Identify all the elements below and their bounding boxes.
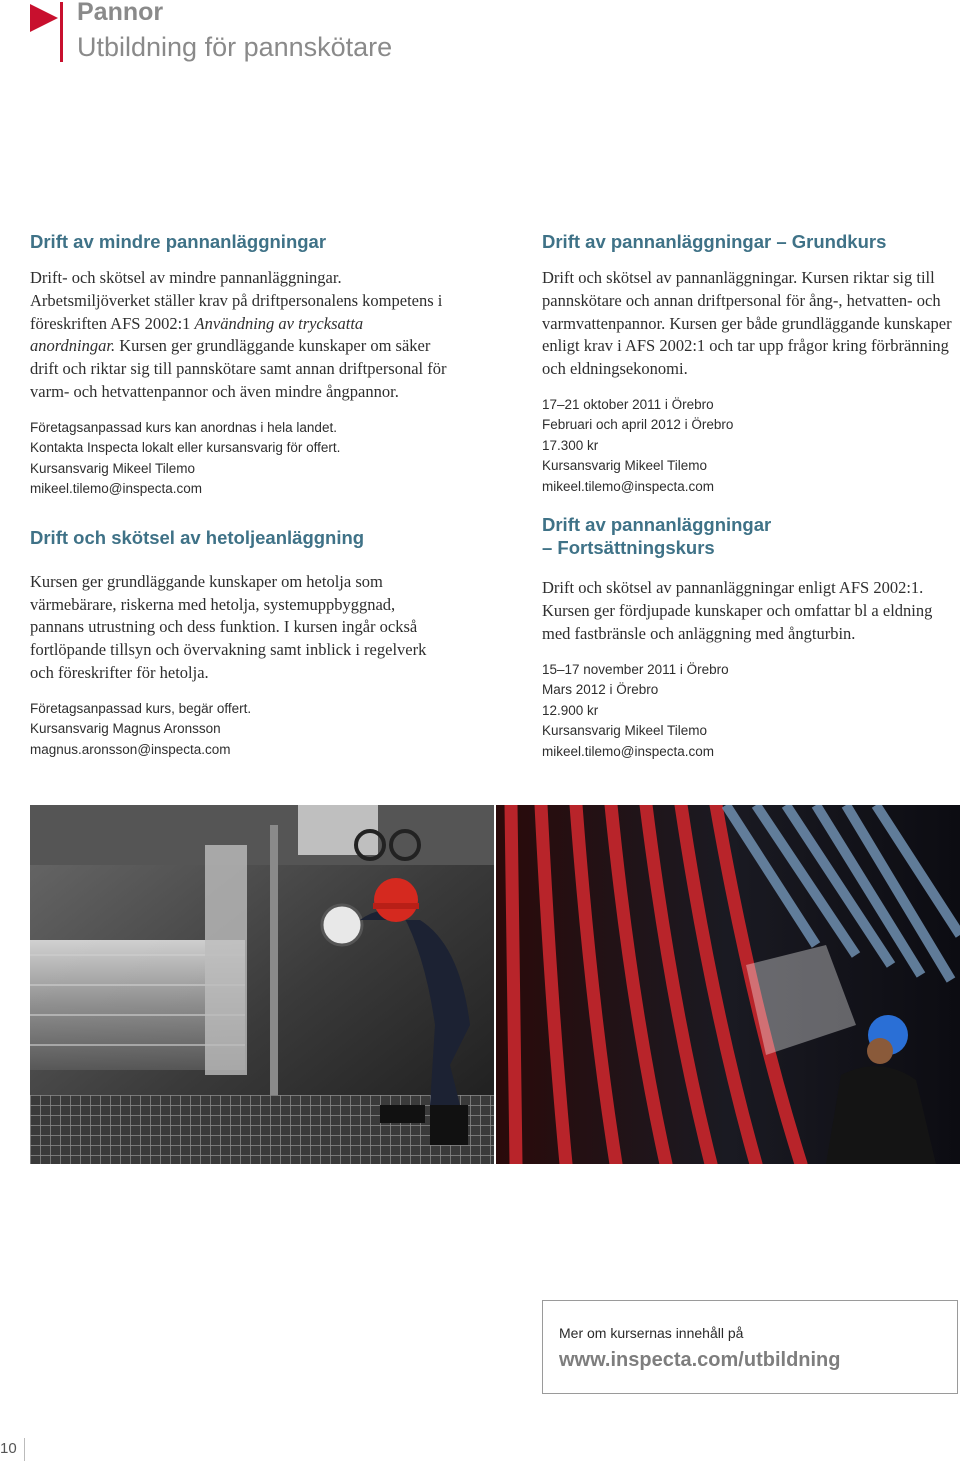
section-body	[30, 267, 450, 404]
website-link[interactable]: www.inspecta.com/utbildning	[559, 1349, 841, 1371]
page-number: 10	[0, 1440, 17, 1457]
body-text: Drift- och skötsel av mindre pannanläggningar. Arbetsmiljöverket ställer krav på driftpersonalens kompetens i föreskriften AFS 2002:1	[30, 268, 443, 333]
course-info	[542, 395, 960, 498]
course-grundkurs	[542, 230, 960, 497]
course-info	[542, 660, 960, 763]
course-date: Februari och april 2012 i Örebro	[542, 417, 734, 433]
section-heading: Drift av pannanläggningar – Grundkurs	[542, 231, 887, 252]
page-number-divider	[24, 1438, 25, 1461]
contact-email[interactable]: mikeel.tilemo@inspecta.com	[30, 481, 203, 497]
course-contact: Kursansvarig Mikeel Tilemo	[30, 460, 196, 476]
triangle-logo-icon	[30, 4, 58, 32]
heading-line: Drift av pannanläggningar	[542, 514, 772, 536]
section-heading: Drift av mindre pannanläggningar	[30, 231, 327, 252]
right-column	[542, 230, 960, 778]
section-body: Kursen ger grundläggande kunskaper om hetolja som värmebärare, riskerna med hetolja, systemuppbyggnad, pannans utrustning och dess funktion. I kursen ingår också fortlöpande tillsyn och övervakning samt inblick i regelverk och föreskrifter för hetolja.	[30, 571, 427, 682]
regulation-title: Användning av trycksatta anordningar.	[30, 313, 364, 356]
course-price: 12.900 kr	[542, 702, 599, 718]
info-line: Företagsanpassad kurs kan anordnas i hela landet.	[30, 419, 337, 435]
course-mindre-pannanlaggningar	[30, 230, 450, 500]
more-info-box	[542, 1300, 958, 1394]
left-column	[30, 230, 450, 776]
section-body: Drift och skötsel av pannanläggningar enligt AFS 2002:1. Kursen ger fördjupade kunskaper och omfattar bl a eldning med fastbränsle och anläggning med ångturbin.	[542, 578, 933, 644]
contact-email[interactable]: magnus.aronsson@inspecta.com	[30, 741, 231, 757]
info-line: Företagsanpassad kurs, begär offert.	[30, 700, 252, 716]
body-text: Kursen ger grundläggande kunskaper om säker drift och riktar sig till pannskötare samt annan driftpersonal för varm- och hetvattenpannor och även mindre ångpannor.	[30, 336, 447, 401]
header-divider	[60, 2, 63, 62]
course-date: 15–17 november 2011 i Örebro	[542, 661, 729, 677]
contact-email[interactable]: mikeel.tilemo@inspecta.com	[542, 478, 715, 494]
photo-technician-gauges	[30, 805, 494, 1164]
course-contact: Kursansvarig Mikeel Tilemo	[542, 723, 708, 739]
course-date: Mars 2012 i Örebro	[542, 682, 659, 698]
contact-email[interactable]: mikeel.tilemo@inspecta.com	[542, 743, 715, 759]
section-body: Drift och skötsel av pannanläggningar. Kursen riktar sig till pannskötare och annan driftpersonal för ång-, hetvatten- och varmvattenpannor. Kursen ger både grundläggande kunskaper enligt krav i AFS 2002:1 och tar upp frågor kring förbränning och eldningsekonomi.	[542, 268, 952, 379]
page-subtitle: Utbildning för pannskötare	[77, 32, 393, 62]
course-date: 17–21 oktober 2011 i Örebro	[542, 396, 714, 412]
course-info	[30, 699, 450, 761]
course-hetoljeanlaggning	[30, 526, 450, 760]
section-heading	[542, 513, 960, 559]
section-heading: Drift och skötsel av hetoljeanläggning	[30, 526, 365, 548]
info-line: Kontakta Inspecta lokalt eller kursansvarig för offert.	[30, 440, 341, 456]
course-price: 17.300 kr	[542, 437, 599, 453]
more-info-text: Mer om kursernas innehåll på	[559, 1325, 744, 1341]
heading-line: – Fortsättningskurs	[542, 537, 715, 559]
course-fortsattningskurs	[542, 513, 960, 762]
photo-boiler-tubes	[496, 805, 960, 1164]
course-info	[30, 418, 450, 500]
page-title: Pannor	[77, 0, 164, 26]
course-contact: Kursansvarig Mikeel Tilemo	[542, 458, 708, 474]
course-contact: Kursansvarig Magnus Aronsson	[30, 721, 221, 737]
